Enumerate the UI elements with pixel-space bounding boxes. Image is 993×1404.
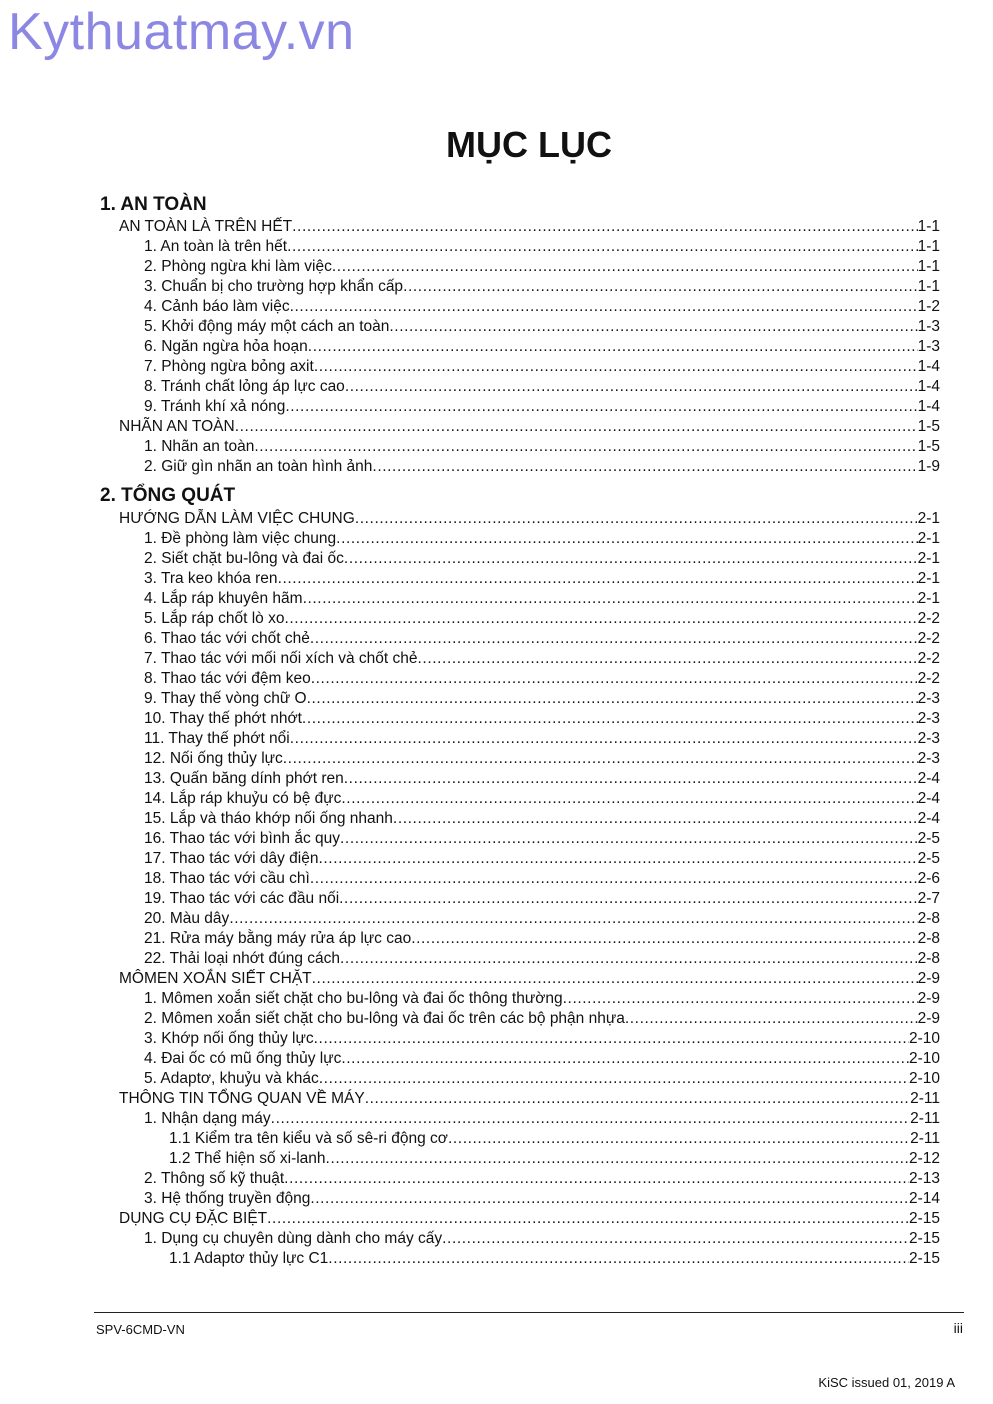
dot-leader — [393, 809, 918, 829]
section-heading: 1. AN TOÀN — [100, 194, 207, 215]
toc-entry[interactable] — [100, 1049, 940, 1069]
toc-entry-page: 2-6 — [917, 870, 940, 887]
toc-entry-page: 2-4 — [917, 810, 940, 827]
dot-leader — [340, 949, 918, 969]
dot-leader — [563, 989, 918, 1009]
section-heading: 2. TỔNG QUÁT — [100, 485, 236, 506]
dot-leader — [345, 377, 918, 397]
dot-leader — [411, 929, 917, 949]
toc-entry[interactable] — [100, 969, 940, 989]
toc-entry-page: 1-9 — [917, 458, 940, 475]
toc-entry-title: 17. Thao tác với dây điện — [144, 850, 319, 867]
toc-entry[interactable] — [100, 629, 940, 649]
toc-entry-title: 9. Thay thế vòng chữ O — [144, 690, 307, 707]
dot-leader — [278, 569, 918, 589]
toc-entry-title: 9. Tránh khí xả nóng — [144, 398, 286, 415]
toc-entry-page: 1-2 — [917, 298, 940, 315]
toc-entry[interactable] — [100, 337, 940, 357]
dot-leader — [365, 1089, 910, 1109]
toc-entry-page: 2-4 — [917, 790, 940, 807]
toc-entry-page: 2-9 — [917, 1010, 940, 1027]
toc-entry[interactable] — [100, 277, 940, 297]
toc-entry-page: 2-11 — [910, 1090, 940, 1107]
dot-leader — [389, 317, 917, 337]
toc-entry-page: 2-9 — [917, 970, 940, 987]
toc-entry[interactable] — [100, 549, 940, 569]
toc-entry-page: 2-10 — [908, 1050, 940, 1067]
page-number: iii — [953, 1320, 963, 1336]
page-title: MỤC LỤC — [446, 124, 612, 165]
toc-entry-title: 1. Nhãn an toàn — [144, 438, 255, 455]
toc-entry[interactable] — [100, 829, 940, 849]
toc-entry[interactable] — [100, 357, 940, 377]
toc-entry-page: 2-7 — [917, 890, 940, 907]
dot-leader — [625, 1009, 918, 1029]
toc-entry-page: 2-8 — [917, 950, 940, 967]
toc-entry[interactable] — [100, 729, 940, 749]
dot-leader — [336, 529, 917, 549]
table-of-contents — [100, 190, 940, 1269]
toc-entry[interactable] — [100, 989, 940, 1009]
toc-entry-page: 2-15 — [908, 1250, 940, 1267]
toc-entry[interactable] — [100, 457, 940, 477]
toc-entry[interactable] — [100, 509, 940, 529]
toc-entry[interactable] — [100, 589, 940, 609]
toc-entry-title: 20. Màu dây — [144, 910, 230, 927]
toc-entry[interactable] — [100, 909, 940, 929]
footer-divider — [94, 1312, 964, 1313]
toc-entry[interactable] — [100, 437, 940, 457]
toc-entry-title: 1. Nhận dạng máy — [144, 1110, 271, 1127]
toc-entry-title: 6. Ngăn ngừa hỏa hoạn — [144, 338, 308, 355]
toc-entry[interactable] — [100, 237, 940, 257]
toc-entry-page: 2-2 — [917, 630, 940, 647]
toc-entry-page: 1-3 — [917, 318, 940, 335]
toc-entry-title: 13. Quấn băng dính phớt ren — [144, 770, 344, 787]
toc-entry-page: 2-15 — [908, 1210, 940, 1227]
toc-entry[interactable] — [100, 1009, 940, 1029]
toc-entry-page: 2-1 — [917, 550, 940, 567]
dot-leader — [312, 969, 918, 989]
toc-entry[interactable] — [100, 569, 940, 589]
toc-entry[interactable] — [100, 689, 940, 709]
toc-entry[interactable] — [100, 1229, 940, 1249]
toc-entry-page: 2-5 — [917, 850, 940, 867]
toc-entry-page: 1-5 — [917, 438, 940, 455]
dot-leader — [254, 437, 917, 457]
toc-entry-page: 1-4 — [917, 398, 940, 415]
toc-entry-page: 2-8 — [917, 910, 940, 927]
dot-leader — [229, 909, 917, 929]
toc-entry-title: AN TOÀN LÀ TRÊN HẾT — [119, 218, 293, 235]
toc-entry-title: 7. Thao tác với mối nối xích và chốt chẻ — [144, 650, 418, 667]
toc-entry-page: 1-4 — [917, 378, 940, 395]
toc-entry-title: THÔNG TIN TỔNG QUAN VỀ MÁY — [119, 1090, 365, 1107]
toc-entry-title: 2. Phòng ngừa khi làm việc — [144, 258, 332, 275]
toc-entry-page: 2-14 — [908, 1190, 940, 1207]
dot-leader — [403, 277, 918, 297]
toc-entry[interactable] — [100, 1129, 940, 1149]
dot-leader — [284, 609, 917, 629]
toc-entry[interactable] — [100, 1109, 940, 1129]
dot-leader — [314, 1029, 909, 1049]
toc-entry-title: 1. An toàn là trên hết — [144, 238, 288, 255]
toc-entry-page: 2-15 — [908, 1230, 940, 1247]
toc-entry-page: 2-3 — [917, 730, 940, 747]
toc-entry-page: 1-3 — [917, 338, 940, 355]
toc-entry-title: 4. Cảnh báo làm việc — [144, 298, 290, 315]
toc-entry-title: 14. Lắp ráp khuỷu có bệ đực — [144, 790, 342, 807]
toc-entry[interactable] — [100, 769, 940, 789]
dot-leader — [341, 1049, 909, 1069]
document-id: SPV-6CMD-VN — [96, 1322, 185, 1337]
dot-leader — [344, 769, 918, 789]
toc-entry[interactable] — [100, 609, 940, 629]
toc-entry-title: 8. Thao tác với đệm keo — [144, 670, 311, 687]
toc-entry-title: 10. Thay thế phớt nhớt — [144, 710, 302, 727]
toc-entry[interactable] — [100, 789, 940, 809]
toc-entry-page: 1-1 — [917, 218, 940, 235]
dot-leader — [310, 629, 918, 649]
toc-entry-page: 2-3 — [917, 750, 940, 767]
toc-entry-page: 2-1 — [917, 530, 940, 547]
toc-entry-page: 2-1 — [917, 590, 940, 607]
toc-entry-page: 2-2 — [917, 650, 940, 667]
toc-entry-page: 2-3 — [917, 690, 940, 707]
toc-entry[interactable] — [100, 889, 940, 909]
toc-entry[interactable] — [100, 529, 940, 549]
toc-entry-page: 2-2 — [917, 670, 940, 687]
dot-leader — [303, 589, 918, 609]
watermark-logo: Kythuatmay.vn — [8, 3, 355, 61]
toc-entry[interactable] — [100, 649, 940, 669]
toc-entry[interactable] — [100, 949, 940, 969]
dot-leader — [267, 1209, 909, 1229]
dot-leader — [314, 357, 918, 377]
toc-entry[interactable] — [100, 257, 940, 277]
toc-entry-page: 2-10 — [908, 1070, 940, 1087]
dot-leader — [284, 1169, 909, 1189]
toc-entry[interactable] — [100, 377, 940, 397]
toc-entry[interactable] — [100, 217, 940, 237]
toc-entry-title: 4. Lắp ráp khuyên hãm — [144, 590, 303, 607]
toc-entry-page: 1-4 — [917, 358, 940, 375]
toc-entry-title: 2. Siết chặt bu-lông và đai ốc — [144, 550, 344, 567]
toc-entry-title: 19. Thao tác với các đầu nối — [144, 890, 340, 907]
toc-entry-title: 2. Giữ gìn nhãn an toàn hình ảnh — [144, 458, 373, 475]
toc-entry-title: 1.2 Thể hiện số xi-lanh — [169, 1150, 326, 1167]
dot-leader — [285, 397, 917, 417]
toc-entry-title: 12. Nối ống thủy lực — [144, 750, 283, 767]
toc-entry-page: 2-5 — [917, 830, 940, 847]
dot-leader — [318, 849, 917, 869]
dot-leader — [418, 649, 918, 669]
toc-entry-title: 1.1 Kiểm tra tên kiểu và số sê-ri động cơ — [169, 1130, 448, 1147]
dot-leader — [328, 1249, 909, 1269]
toc-entry-page: 2-11 — [910, 1130, 940, 1147]
toc-entry[interactable] — [100, 749, 940, 769]
toc-entry[interactable] — [100, 1149, 940, 1169]
toc-entry-page: 2-1 — [917, 510, 940, 527]
dot-leader — [372, 457, 917, 477]
dot-leader — [287, 237, 918, 257]
toc-entry[interactable] — [100, 417, 940, 437]
toc-entry-title: NHÃN AN TOÀN — [119, 418, 235, 435]
toc-entry-page: 2-9 — [917, 990, 940, 1007]
dot-leader — [311, 669, 918, 689]
toc-entry-title: 3. Chuẩn bị cho trường hợp khẩn cấp — [144, 278, 404, 295]
toc-entry[interactable] — [100, 709, 940, 729]
toc-entry-title: 1. Đề phòng làm việc chung — [144, 530, 337, 547]
toc-entry-title: 1. Mômen xoắn siết chặt cho bu-lông và đai ốc thông thường — [144, 990, 563, 1007]
toc-entry-page: 2-12 — [908, 1150, 940, 1167]
toc-entry-page: 2-3 — [917, 710, 940, 727]
dot-leader — [271, 1109, 910, 1129]
dot-leader — [307, 689, 918, 709]
toc-entry[interactable] — [100, 1169, 940, 1189]
dot-leader — [290, 729, 918, 749]
dot-leader — [341, 789, 917, 809]
toc-entry[interactable] — [100, 669, 940, 689]
toc-entry[interactable] — [100, 1089, 940, 1109]
toc-entry-title: 4. Đai ốc có mũ ống thủy lực — [144, 1050, 342, 1067]
dot-leader — [292, 217, 917, 237]
toc-entry-page: 2-4 — [917, 770, 940, 787]
dot-leader — [442, 1229, 909, 1249]
toc-entry-title: 5. Khởi động máy một cách an toàn — [144, 318, 390, 335]
dot-leader — [340, 829, 918, 849]
toc-entry[interactable] — [100, 869, 940, 889]
toc-entry-title: 2. Thông số kỹ thuật — [144, 1170, 285, 1187]
toc-entry[interactable] — [100, 1209, 940, 1229]
toc-entry-title: HƯỚNG DẪN LÀM VIỆC CHUNG — [119, 510, 355, 527]
toc-entry-title: 3. Khớp nối ống thủy lực — [144, 1030, 314, 1047]
toc-entry-page: 1-1 — [917, 258, 940, 275]
toc-entry[interactable] — [100, 929, 940, 949]
dot-leader — [283, 749, 918, 769]
toc-entry-title: 22. Thải loại nhớt đúng cách — [144, 950, 341, 967]
dot-leader — [326, 1149, 909, 1169]
dot-leader — [319, 1069, 909, 1089]
toc-entry-title: 7. Phòng ngừa bỏng axit — [144, 358, 314, 375]
dot-leader — [310, 869, 918, 889]
toc-entry[interactable] — [100, 809, 940, 829]
toc-entry-title: 1. Dụng cụ chuyên dùng dành cho máy cấy — [144, 1230, 443, 1247]
toc-entry-title: 2. Mômen xoắn siết chặt cho bu-lông và đai ốc trên các bộ phận nhựa — [144, 1010, 625, 1027]
toc-entry-page: 2-8 — [917, 930, 940, 947]
toc-entry[interactable] — [100, 1069, 940, 1089]
toc-entry-title: 5. Lắp ráp chốt lò xo — [144, 610, 285, 627]
dot-leader — [344, 549, 918, 569]
toc-entry-title: 18. Thao tác với cầu chì — [144, 870, 310, 887]
dot-leader — [332, 257, 918, 277]
toc-entry[interactable] — [100, 849, 940, 869]
toc-entry-page: 2-13 — [908, 1170, 940, 1187]
dot-leader — [355, 509, 918, 529]
toc-entry-title: 1.1 Adaptơ thủy lực C1 — [169, 1250, 329, 1267]
toc-entry[interactable] — [100, 1249, 940, 1269]
toc-entry-title: MÔMEN XOẮN SIẾT CHẶT — [119, 970, 312, 987]
dot-leader — [310, 1189, 909, 1209]
toc-entry-title: 16. Thao tác với bình ắc quy — [144, 830, 340, 847]
toc-entry-page: 2-11 — [910, 1110, 940, 1127]
toc-entry-title: 21. Rửa máy bằng máy rửa áp lực cao — [144, 930, 412, 947]
toc-entry[interactable] — [100, 1189, 940, 1209]
toc-entry-page: 1-5 — [917, 418, 940, 435]
dot-leader — [308, 337, 918, 357]
toc-entry-title: 8. Tránh chất lỏng áp lực cao — [144, 378, 345, 395]
toc-entry-title: 15. Lắp và tháo khớp nối ống nhanh — [144, 810, 393, 827]
toc-entry-title: 6. Thao tác với chốt chẻ — [144, 630, 310, 647]
toc-entry[interactable] — [100, 1029, 940, 1049]
toc-entry-title: DỤNG CỤ ĐẶC BIỆT — [119, 1210, 268, 1227]
dot-leader — [290, 297, 918, 317]
dot-leader — [448, 1129, 910, 1149]
toc-entry-page: 2-2 — [917, 610, 940, 627]
toc-entry-title: 3. Tra keo khóa ren — [144, 570, 278, 587]
toc-entry[interactable] — [100, 397, 940, 417]
toc-entry-title: 3. Hệ thống truyền động — [144, 1190, 311, 1207]
dot-leader — [235, 417, 918, 437]
toc-entry-page: 1-1 — [917, 238, 940, 255]
toc-entry-title: 11. Thay thế phớt nổi — [144, 730, 290, 747]
issue-info: KiSC issued 01, 2019 A — [818, 1375, 955, 1390]
dot-leader — [302, 709, 918, 729]
dot-leader — [339, 889, 917, 909]
toc-entry[interactable] — [100, 297, 940, 317]
toc-entry-page: 1-1 — [917, 278, 940, 295]
toc-entry-title: 5. Adaptơ, khuỷu và khác — [144, 1070, 319, 1087]
toc-entry-page: 2-10 — [908, 1030, 940, 1047]
toc-entry-page: 2-1 — [917, 570, 940, 587]
toc-entry[interactable] — [100, 317, 940, 337]
